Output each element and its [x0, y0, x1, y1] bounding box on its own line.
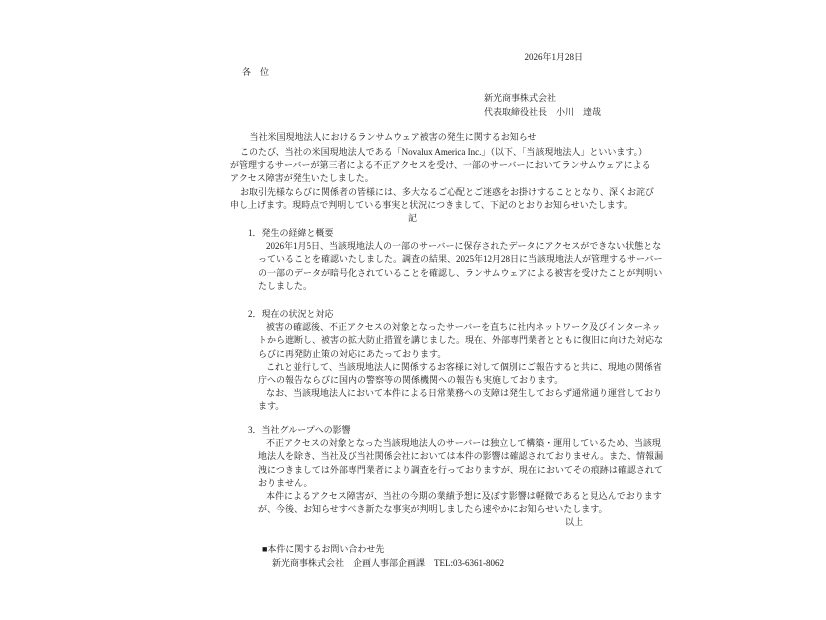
section-line: 洩につきましては外部専門業者により調査を行っておりますが、現在においてその痕跡は確認されて — [258, 464, 663, 475]
addressee: 各 位 — [242, 67, 270, 77]
document-date: 2026年1月28日 — [524, 52, 583, 62]
section-line: らびに再発防止策の対応にあたっております。 — [258, 348, 447, 359]
ki-marker: 記 — [408, 213, 418, 223]
section-heading: 3．当社グループへの影響 — [248, 425, 351, 435]
section-line: 被害の確認後、不正アクセスの対象となったサーバーを直ちに社内ネットワーク及びインターネッ — [266, 322, 661, 333]
section-line: 本件によるアクセス障害が、当社の今期の業績予想に及ぼす影響は軽微であると見込んでおります — [266, 491, 662, 501]
section-line: ます。 — [258, 401, 285, 412]
section-line: おりません。 — [258, 477, 313, 488]
section-line: なお、当該現地法人において本件による日常業務への支障は発生しておらず通常通り運営しており — [266, 388, 663, 399]
section-heading: 2．現在の状況と対応 — [248, 309, 334, 319]
section-line: これと並行して、当該現地法人に関係するお客様に対して個別にご報告すると共に、現地の関係省 — [266, 361, 662, 372]
document-title: 当社米国現地法人におけるランサムウェア被害の発生に関するお知らせ — [249, 132, 537, 142]
section-line: 不正アクセスの対象となった当該現地法人のサーバーは独立して構築・運用しているため、当該現 — [266, 438, 661, 449]
section-line: 地法人を除き、当社及び当社関係会社においては本件の影響は確認されておりません。また、情報漏 — [258, 451, 664, 462]
intro-line: 申し上げます。現時点で判明している事実と状況につきまして、下記のとおりお知らせいたします。 — [230, 199, 633, 210]
section-line: トから遮断し、被害の拡大防止措置を講じました。現在、外部専門業者とともに復旧に向けた対応な — [258, 335, 664, 346]
intro-line: このたび、当社の米国現地法人である「Novalux America Inc.」（以下、「当該現地法人」といいます。） — [240, 147, 648, 157]
section-line: の一部のデータが暗号化されていることを確認し、ランサムウェアによる被害を受けたことが判明い — [258, 267, 663, 278]
section-heading: 1．発生の経緯と概要 — [248, 228, 334, 238]
intro-line: お取引先様ならびに関係者の皆様には、多大なるご心配とご迷惑をお掛けすることとなり、深くお詫び — [240, 186, 655, 197]
sender-representative: 代表取締役社長 小川 達哉 — [484, 107, 602, 117]
section-line: 2026年1月5日、当該現地法人の一部のサーバーに保存されたデータにアクセスができない状態とな — [266, 241, 662, 252]
section-line: っていることを確認いたしました。調査の結果、2025年12月28日に当該現地法人が管理するサーバー — [258, 254, 663, 265]
section-line: たしました。 — [258, 280, 313, 291]
section-line: が、今後、お知らせすべき新たな事実が判明しましたら速やかにお知らせいたします。 — [258, 504, 608, 515]
closing-mark: 以上 — [564, 517, 583, 527]
sender-company: 新光商事株式会社 — [484, 93, 557, 103]
contact-detail: 新光商事株式会社 企画人事部企画課 TEL:03-6361-8062 — [272, 558, 504, 568]
section-line: 庁への報告ならびに国内の警察等の関係機関への報告も実施しております。 — [258, 375, 564, 385]
intro-line: が管理するサーバーが第三者による不正アクセスを受け、一部のサーバーにおいてランサムウェアによる — [230, 160, 651, 171]
contact-heading: ■本件に関するお問い合わせ先 — [262, 544, 385, 554]
intro-line: アクセス障害が発生いたしました。 — [230, 173, 374, 184]
